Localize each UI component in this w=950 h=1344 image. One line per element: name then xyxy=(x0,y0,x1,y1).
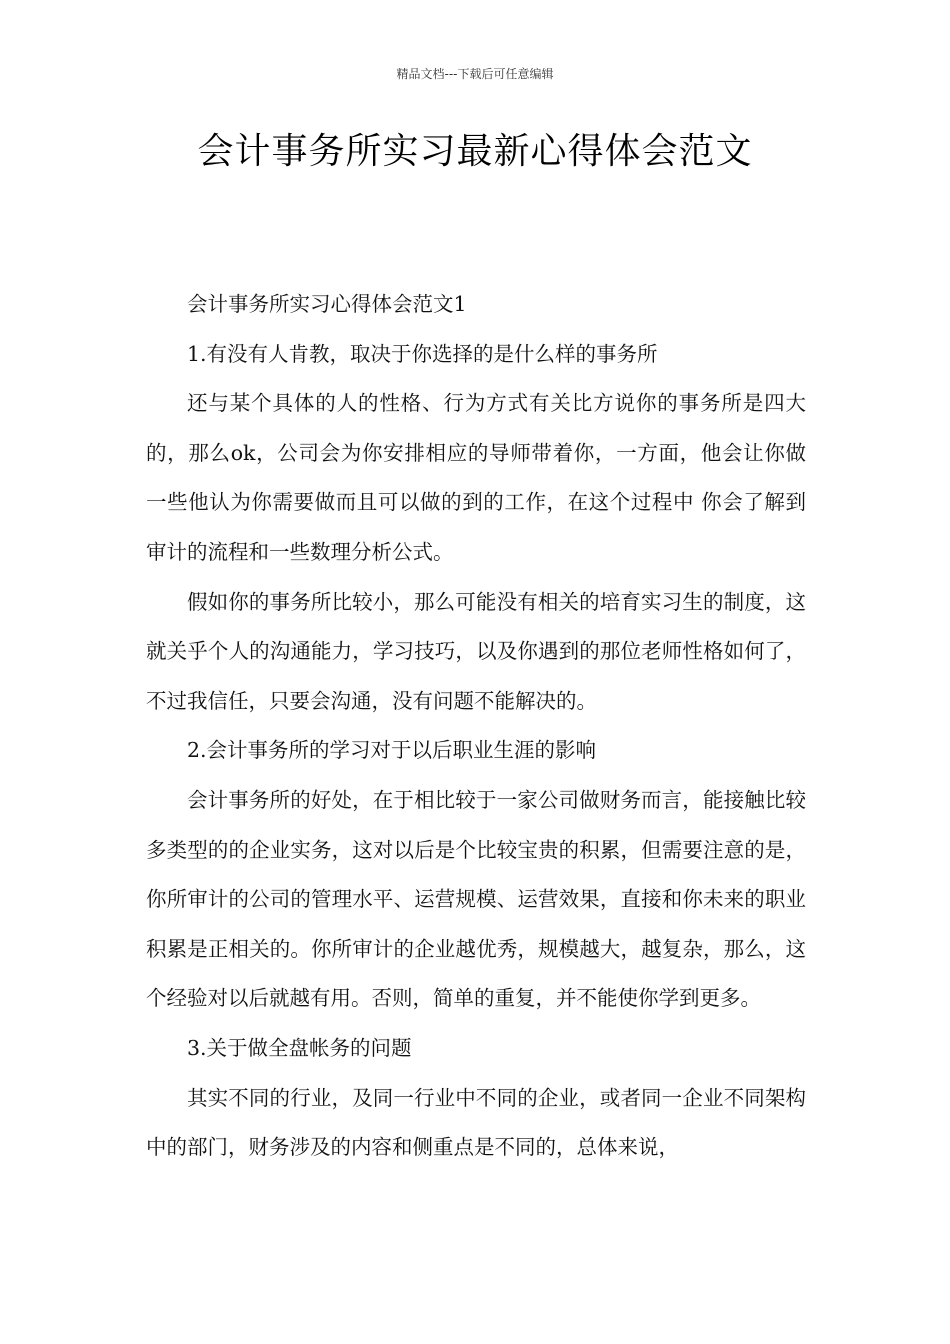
header-note: 精品文档---下载后可任意编辑 xyxy=(396,67,554,81)
document-title: 会计事务所实习最新心得体会范文 xyxy=(197,131,753,172)
paragraph: 还与某个具体的人的性格、行为方式有关比方说你的事务所是四大的，那么ok，公司会为你安排相应的导师带着你，一方面，他会让你做一些他认为你需要做而且可以做的到的工作，在这个过程中 你会了解到审计的流程和一些数理分析公式。 xyxy=(146,391,806,564)
subheading-2: 2.会计事务所的学习对于以后职业生涯的影响 xyxy=(187,738,597,763)
paragraph: 会计事务所的好处，在于相比较于一家公司做财务而言，能接触比较多类型的的企业实务，这对以后是个比较宝贵的积累，但需要注意的是，你所审计的公司的管理水平、运营规模、运营效果，直接和你未来的职业积累是正相关的。你所审计的企业越优秀，规模越大，越复杂，那么，这个经验对以后就越有用。否则，简单的重复，并不能使你学到更多。 xyxy=(146,787,806,1011)
paragraph: 其实不同的行业，及同一行业中不同的企业，或者同一企业不同架构中的部门，财务涉及的内容和侧重点是不同的，总体来说， xyxy=(146,1085,806,1160)
document-body xyxy=(146,280,806,1173)
paragraph: 假如你的事务所比较小，那么可能没有相关的培育实习生的制度，这就关乎个人的沟通能力，学习技巧，以及你遇到的那位老师性格如何了，不过我信任，只要会沟通，没有问题不能解决的。 xyxy=(146,589,806,713)
subheading-1: 1.有没有人肯教，取决于你选择的是什么样的事务所 xyxy=(187,341,658,366)
subheading-3: 3.关于做全盘帐务的问题 xyxy=(187,1035,412,1060)
section-heading-1: 会计事务所实习心得体会范文1 xyxy=(187,292,467,316)
